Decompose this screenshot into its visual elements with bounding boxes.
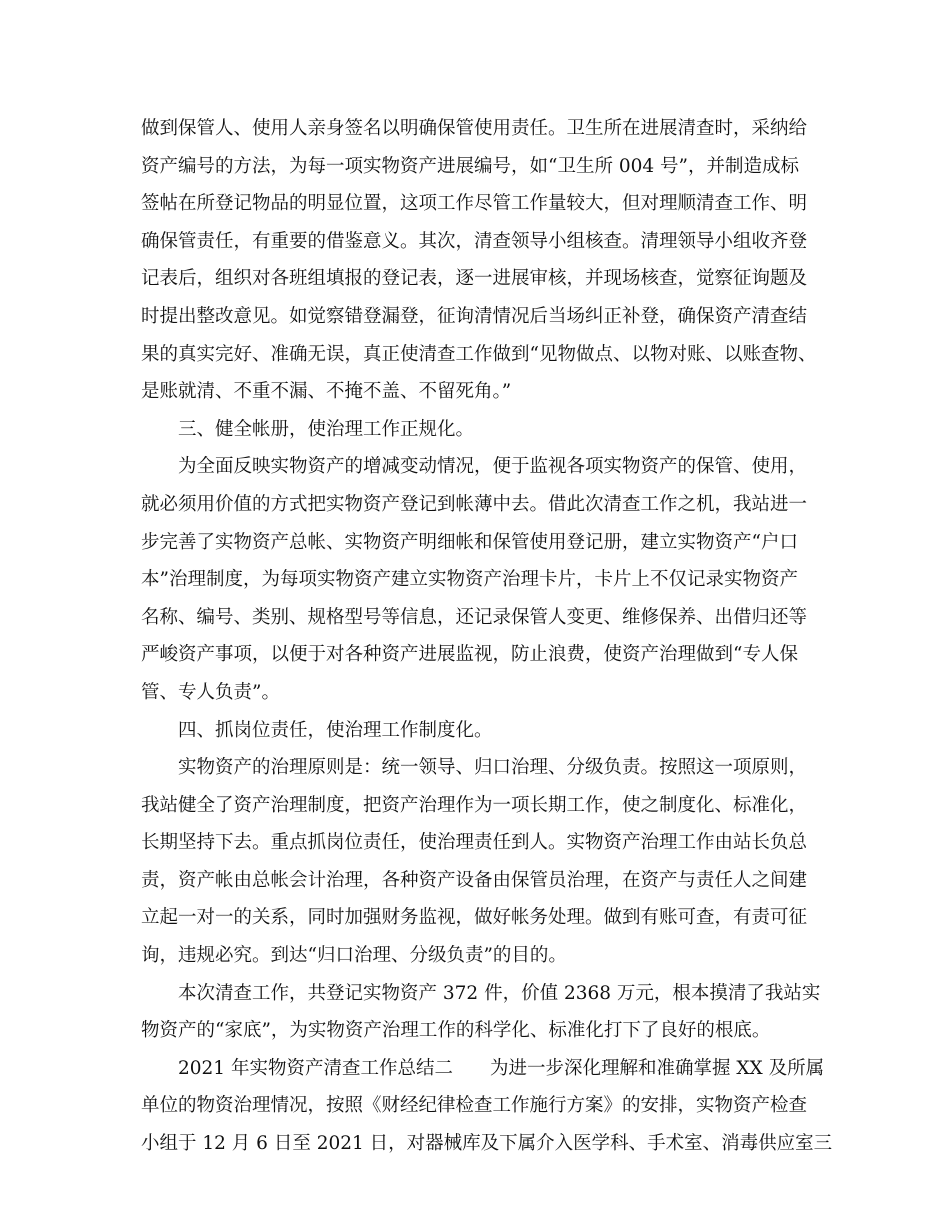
- text-line: 物资产的“家底”，为实物资产治理工作的科学化、标准化打下了良好的根底。: [141, 1020, 771, 1042]
- text-line: 做到保管人、使用人亲身签名以明确保管使用责任。卫生所在进展清查时，采纳给: [141, 118, 808, 139]
- text-line: 长期坚持下去。重点抓岗位责任，使治理责任到人。实物资产治理工作由站长负总: [141, 832, 808, 854]
- section-heading: 四、抓岗位责任，使治理工作制度化。: [178, 719, 493, 741]
- text-line: 立起一对一的关系，同时加强财务监视，做好帐务处理。做到有账可查，有责可征: [141, 907, 808, 929]
- text-line: 就必须用价值的方式把实物资产登记到帐薄中去。借此次清查工作之机，我站进一: [141, 493, 808, 515]
- text-line: 是账就清、不重不漏、不掩不盖、不留死角。”: [141, 381, 512, 403]
- text-line: 严峻资产事项，以便于对各种资产进展监视，防止浪费，使资产治理做到“专人保: [141, 644, 798, 666]
- text-line: 我站健全了资产治理制度，把资产治理作为一项长期工作，使之制度化、标准化，: [141, 794, 808, 816]
- text-line: 签帖在所登记物品的明显位置，这项工作尽管工作量较大，但对理顺清查工作、明: [141, 193, 808, 215]
- paragraph-start-line: 本次清查工作，共登记实物资产 372 件，价值 2368 万元，根本摸清了我站实: [178, 982, 821, 1004]
- paragraph-start-line: 2021 年实物资产清查工作总结二 为进一步深化理解和准确掌握 XX 及所属: [178, 1057, 825, 1079]
- text-line: 名称、编号、类别、规格型号等信息，还记录保管人变更、维修保养、出借归还等: [141, 606, 808, 628]
- text-line: 时提出整改意见。如觉察错登漏登，征询清情况后当场纠正补登，确保资产清查结: [141, 305, 808, 327]
- text-line: 询，违规必究。到达“归口治理、分级负责”的目的。: [141, 945, 567, 967]
- section-heading: 三、健全帐册，使治理工作正规化。: [178, 418, 475, 440]
- text-line: 责，资产帐由总帐会计治理，各种资产设备由保管员治理，在资产与责任人之间建: [141, 869, 808, 891]
- text-line: 记表后，组织对各班组填报的登记表，逐一进展审核，并现场核查，觉察征询题及: [141, 268, 808, 290]
- text-line: 步完善了实物资产总帐、实物资产明细帐和保管使用登记册，建立实物资产“户口: [141, 531, 798, 553]
- text-line: 资产编号的方法，为每一项实物资产进展编号，如“卫生所 004 号”，并制造成标: [141, 155, 799, 177]
- text-line: 确保管责任，有重要的借鉴意义。其次，清查领导小组核查。清理领导小组收齐登: [141, 230, 808, 252]
- text-line: 管、专人负责”。: [141, 681, 280, 703]
- text-line: 果的真实完好、准确无误，真正使清查工作做到“见物做点、以物对账、以账查物、: [141, 343, 817, 365]
- text-line: 小组于 12 月 6 日至 2021 日，对器械库及下属介入医学科、手术室、消毒供应室三: [141, 1133, 833, 1155]
- paragraph-start-line: 为全面反映实物资产的增减变动情况，便于监视各项实物资产的保管、使用，: [178, 456, 808, 478]
- text-line: 单位的物资治理情况，按照《财经纪律检查工作施行方案》的安排，实物资产检查: [141, 1095, 808, 1117]
- body-text: [141, 110, 833, 1163]
- text-line: 本”治理制度，为每项实物资产建立实物资产治理卡片，卡片上不仅记录实物资产: [141, 569, 798, 591]
- paragraph-start-line: 实物资产的治理原则是：统一领导、归口治理、分级负责。按照这一项原则，: [178, 757, 808, 779]
